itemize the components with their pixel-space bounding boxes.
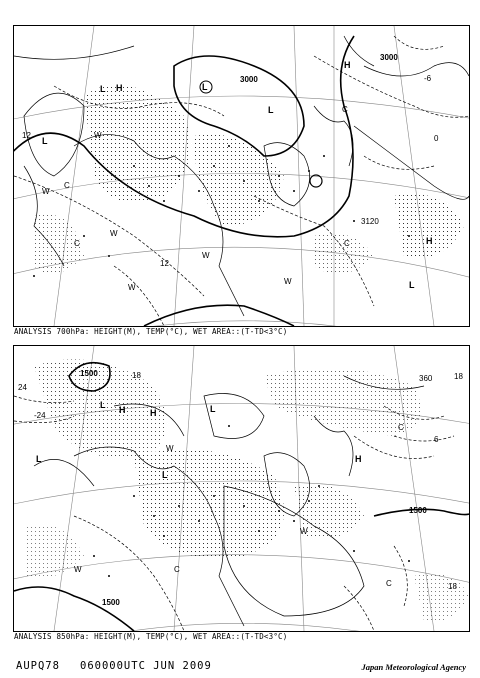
low-marker: L (268, 105, 274, 115)
high-marker: H (355, 454, 362, 464)
warm-marker: W (94, 131, 102, 140)
wet-areas (34, 85, 464, 274)
low-marker: L (409, 280, 415, 290)
height-label: 3120 (361, 217, 379, 226)
height-label: 3000 (380, 53, 398, 62)
height-label: 1500 (102, 598, 120, 607)
warm-marker: W (166, 444, 174, 453)
temp-label: 18 (448, 582, 457, 591)
cold-marker: C (386, 579, 392, 588)
cold-marker: C (342, 105, 348, 114)
map-panel-700hpa (13, 25, 470, 327)
warm-marker: W (110, 229, 118, 238)
temp-label: 12 (160, 259, 169, 268)
low-marker: L (162, 470, 168, 480)
warm-marker: W (42, 187, 50, 196)
warm-marker: W (128, 283, 136, 292)
chart-identifier: AUPQ78 (16, 660, 60, 672)
warm-marker: W (284, 277, 292, 286)
cold-marker: C (74, 239, 80, 248)
high-marker: H (116, 83, 123, 93)
map-700hpa-canvas (14, 26, 469, 326)
height-label: 3000 (240, 75, 258, 84)
high-marker: H (119, 405, 126, 415)
agency-credit: Japan Meteorological Agency (361, 662, 466, 672)
height-label: 1500 (80, 369, 98, 378)
temp-label: 6 (434, 435, 439, 444)
map-850hpa-canvas (14, 346, 469, 631)
temp-label: 360 (419, 374, 433, 383)
panel-caption-850hpa: ANALYSIS 850hPa: HEIGHT(M), TEMP(°C), WET AREA::(T-TD<3°C) (14, 632, 288, 641)
high-marker: H (344, 60, 351, 70)
warm-marker: W (300, 527, 308, 536)
temp-label: -24 (34, 411, 46, 420)
valid-time: 060000UTC JUN 2009 (80, 660, 212, 672)
height-label: 1500 (409, 506, 427, 515)
cold-marker: C (174, 565, 180, 574)
low-marker: L (100, 84, 106, 94)
warm-marker: W (202, 251, 210, 260)
temp-label: 18 (132, 371, 141, 380)
temp-label: 0 (434, 134, 439, 143)
low-marker: L (210, 404, 216, 414)
temp-label: 24 (18, 383, 27, 392)
cold-marker: C (398, 423, 404, 432)
map-panel-850hpa (13, 345, 470, 632)
low-marker: L (202, 82, 208, 92)
temp-label: -6 (424, 74, 432, 83)
low-center-circle (310, 175, 322, 187)
cold-marker: C (64, 181, 70, 190)
temp-label: 18 (454, 372, 463, 381)
panel-caption-700hpa: ANALYSIS 700hPa: HEIGHT(M), TEMP(°C), WET AREA::(T-TD<3°C) (14, 327, 288, 336)
low-marker: L (36, 454, 42, 464)
cold-marker: C (344, 239, 350, 248)
warm-marker: W (74, 565, 82, 574)
high-marker: H (150, 408, 157, 418)
low-marker: L (42, 136, 48, 146)
low-marker: L (100, 400, 106, 410)
temp-label: 12 (22, 131, 31, 140)
high-marker: H (426, 236, 433, 246)
